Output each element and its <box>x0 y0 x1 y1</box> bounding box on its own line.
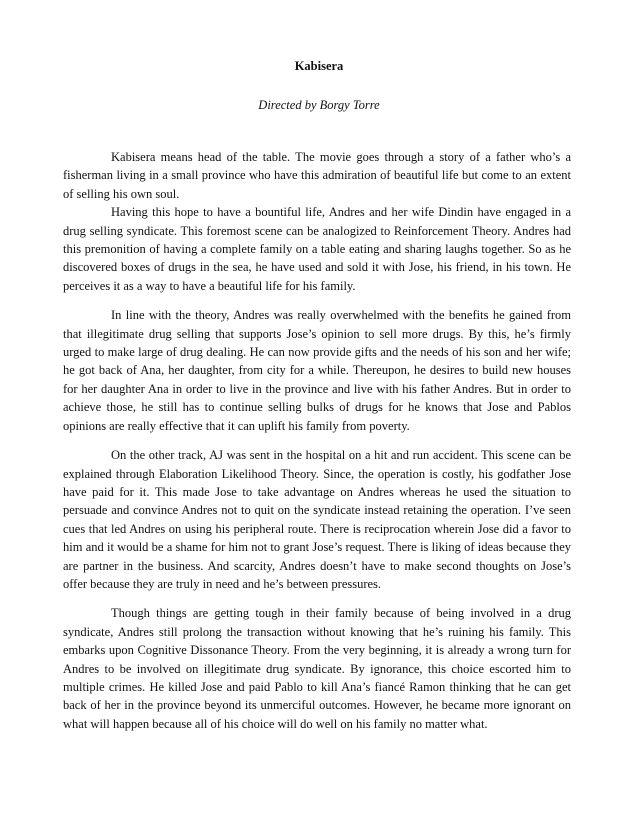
document-title: Kabisera <box>294 59 344 73</box>
paragraph-reinforcement-theory: Having this hope to have a bountiful life, Andres and her wife Dindin have engaged in a drug selling syndicate. This foremost scene can be analogized to Reinforcement Theory. Andres had this premonition of having a complete family on a table eating and sharing laughs together. So as he discovered boxes of drugs in the sea, he have used and sold it with Jose, his friend, in his town. He perceives it as a way to have a beautiful life for his family. <box>63 205 571 293</box>
paragraph-intro: Kabisera means head of the table. The movie goes through a story of a father who’s a fisherman living in a small province who have this admiration of beautiful life but come to an extent of selling his own soul. <box>63 150 571 201</box>
document-body <box>63 148 571 744</box>
paragraph-theory-benefits: In line with the theory, Andres was really overwhelmed with the benefits he gained from that illegitimate drug selling that supports Jose’s opinion to sell more drugs. By this, he’s firmly urged to make large of drug dealing. He can now provide gifts and the needs of his son and her wife; he got back of Ana, her daughter, from city for a while. Thereupon, he desires to build new houses for her daughter Ana in order to live in the province and live with his father Andres. But in order to achieve those, he still has to continue selling bulks of drugs for he knows that Jose and Pablos opinions are really effective that it can uplift his family from poverty. <box>63 308 571 433</box>
paragraph-elaboration-likelihood: On the other track, AJ was sent in the hospital on a hit and run accident. This scene can be explained through Elaboration Likelihood Theory. Since, the operation is costly, his godfather Jose have paid for it. This made Jose to take advantage on Andres whereas he used the situation to persuade and convince Andres not to quit on the syndicate instead retaining the operation. I’ve seen cues that led Andres on using his peripheral route. There is reciprocation wherein Jose did a favor to him and it would be a shame for him not to grant Jose’s request. There is liking of ideas because they are partner in the business. And scarcity, Andres doesn’t have to make second thoughts on Jose’s offer because they are truly in need and he’s between pressures. <box>63 448 571 591</box>
document-subtitle: Directed by Borgy Torre <box>258 98 380 112</box>
paragraph-cognitive-dissonance: Though things are getting tough in their family because of being involved in a drug syndicate, Andres still prolong the transaction without knowing that he’s ruining his family. This embarks upon Cognitive Dissonance Theory. From the very beginning, it is already a wrong turn for Andres to be involved on illegitimate drug syndicate. By ignorance, this choice escorted him to multiple crimes. He killed Jose and paid Pablo to kill Ana’s fiancé Ramon thinking that he can get back of her in the province beyond its unmerciful outcomes. However, he became more ignorant on what will happen because all of his choice will do well on his family no matter what. <box>63 606 571 731</box>
